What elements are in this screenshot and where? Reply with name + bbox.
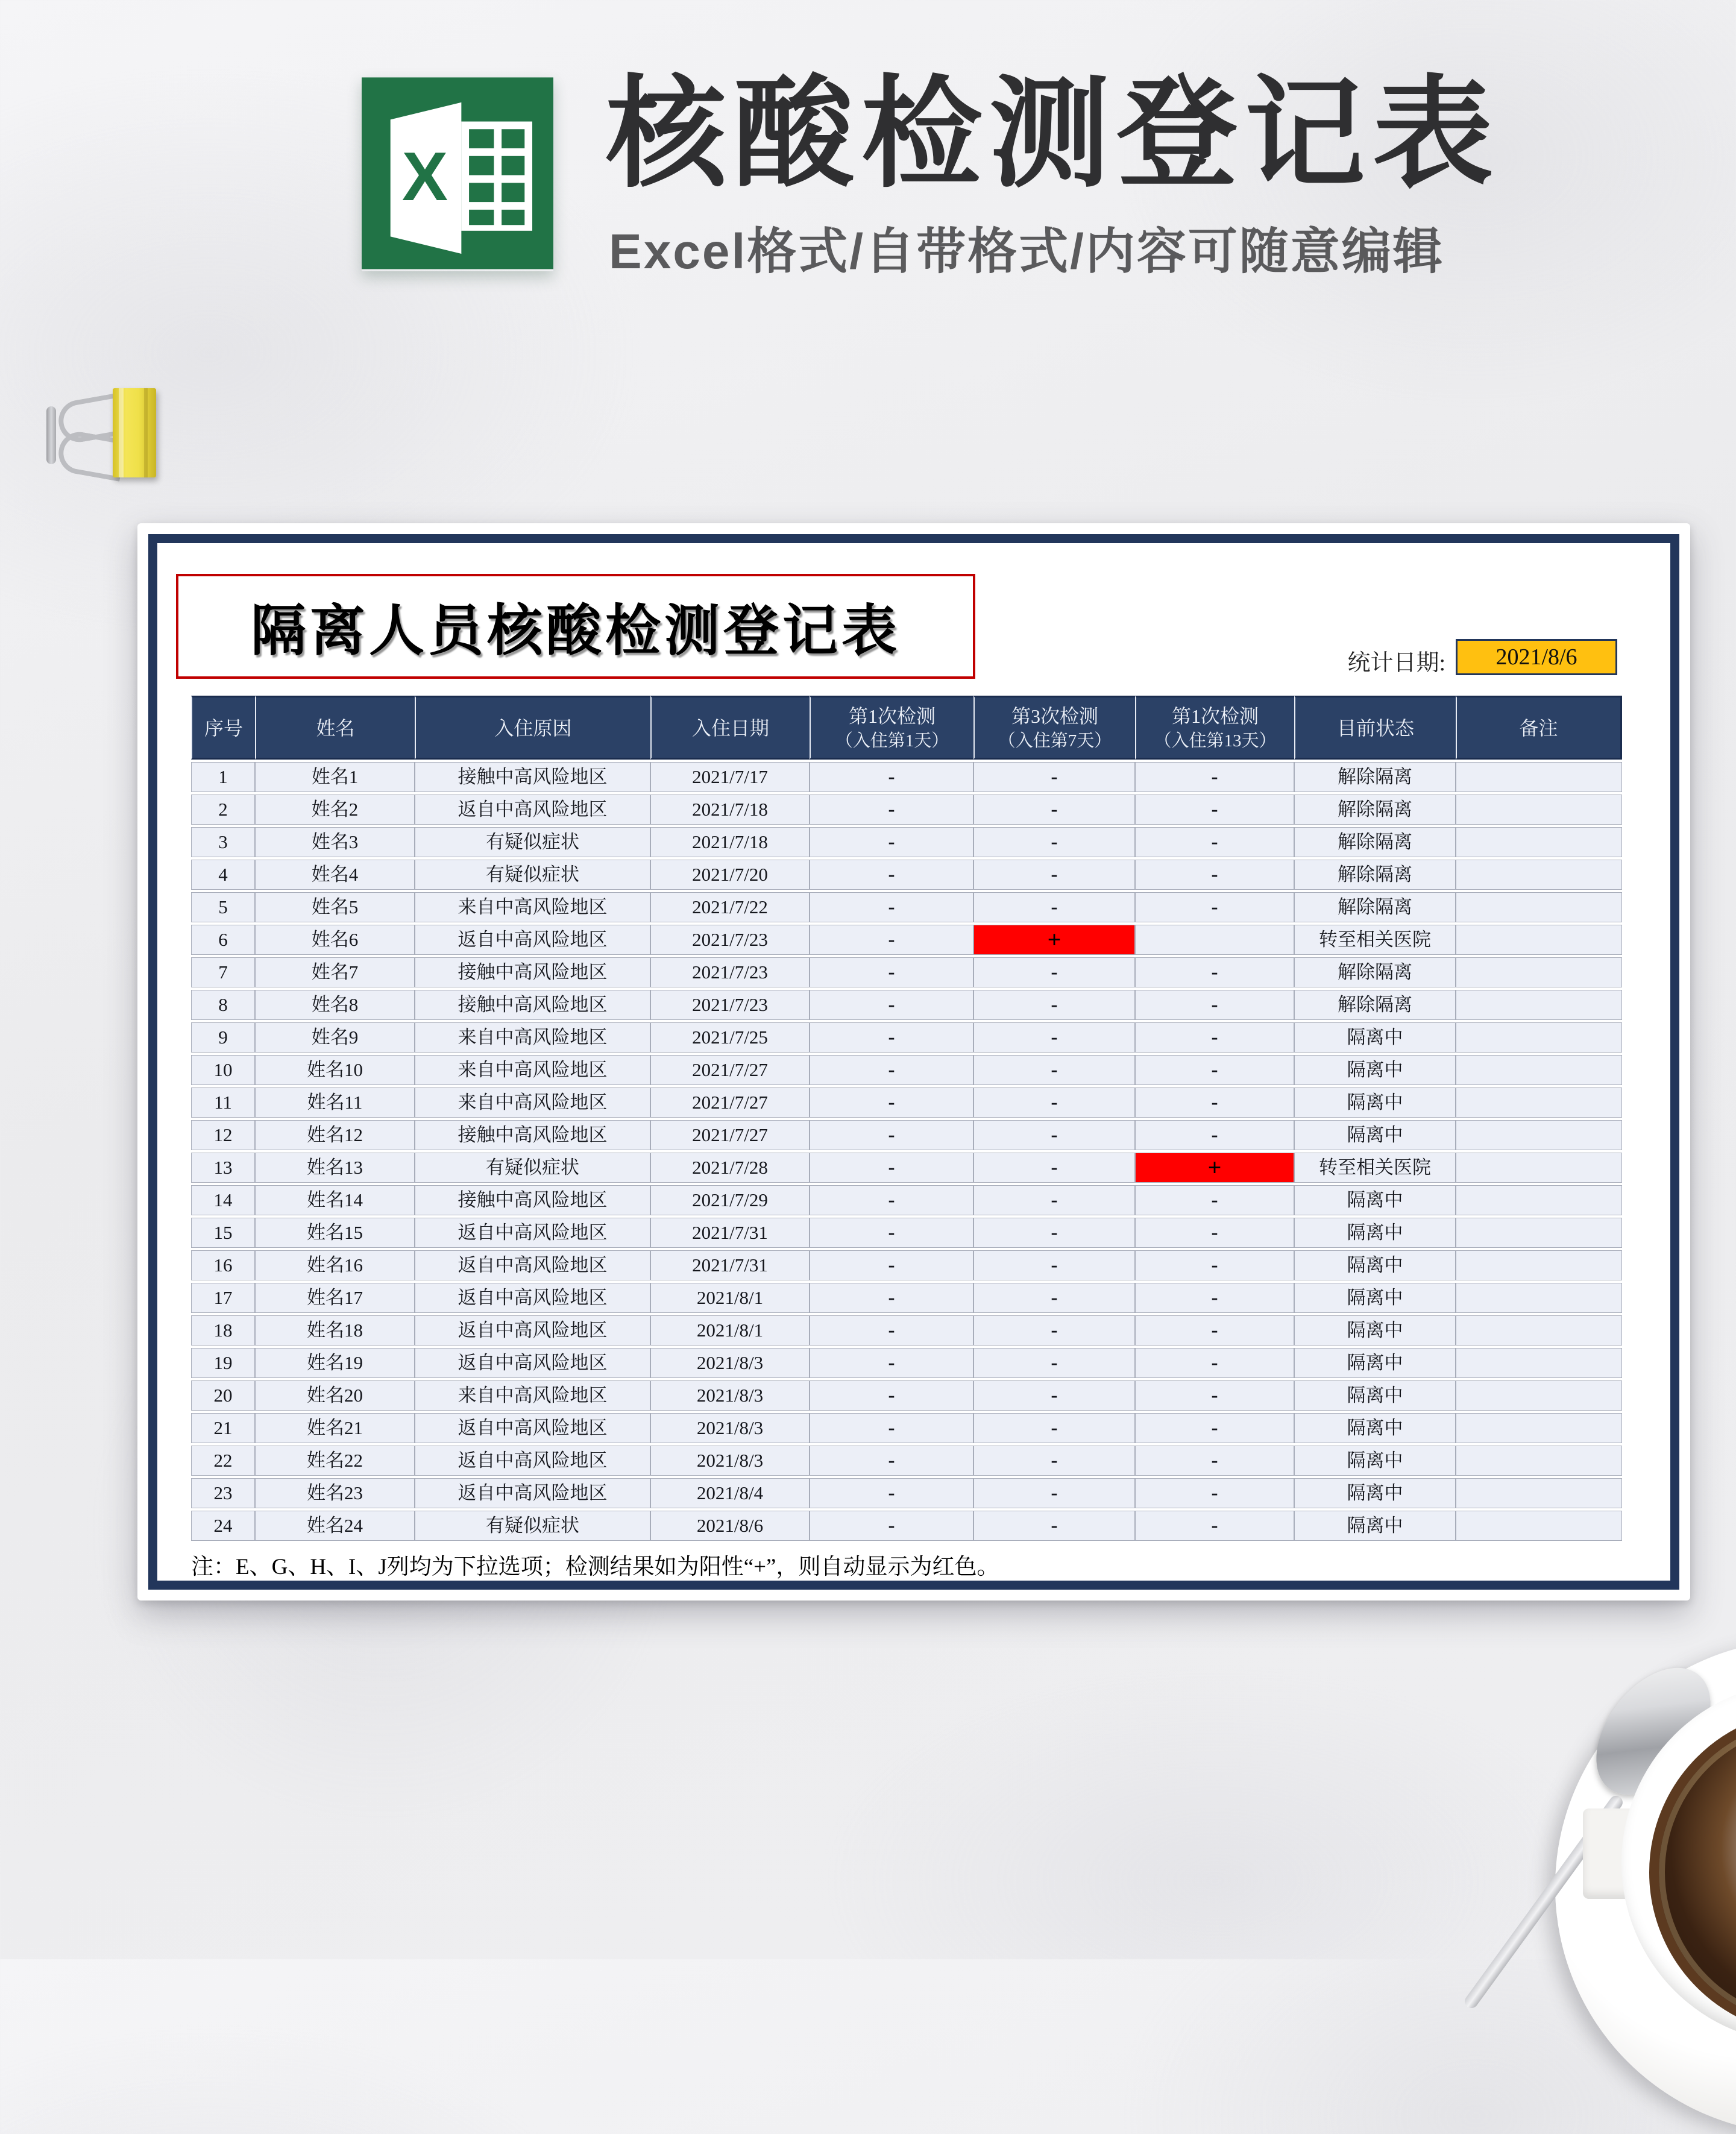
- table-row: [191, 1413, 1622, 1443]
- table-row: [191, 892, 1622, 922]
- cell-status: 转至相关医院: [1294, 1153, 1456, 1183]
- cell-no: 8: [191, 990, 255, 1020]
- cell-status: 解除隔离: [1294, 795, 1456, 825]
- cell-status: 隔离中: [1294, 1055, 1456, 1085]
- cell-test3: -: [1135, 1478, 1294, 1508]
- cell-reason: 返自中高风险地区: [415, 1413, 650, 1443]
- table-row: [191, 795, 1622, 825]
- table-row: [191, 860, 1622, 890]
- cell-test3: -: [1135, 1218, 1294, 1248]
- cell-no: 10: [191, 1055, 255, 1085]
- cell-remark: [1456, 827, 1622, 857]
- cell-status: 隔离中: [1294, 1478, 1456, 1508]
- cell-no: 18: [191, 1315, 255, 1346]
- cell-name: 姓名8: [255, 990, 415, 1020]
- clip-body: [113, 388, 156, 477]
- cell-test3: -: [1135, 795, 1294, 825]
- cell-status: 隔离中: [1294, 1446, 1456, 1476]
- cell-no: 20: [191, 1380, 255, 1411]
- cell-reason: 有疑似症状: [415, 1511, 650, 1541]
- cell-test2: -: [973, 1446, 1135, 1476]
- cell-name: 姓名24: [255, 1511, 415, 1541]
- cell-date: 2021/7/27: [650, 1055, 810, 1085]
- cell-date: 2021/8/3: [650, 1446, 810, 1476]
- sheet-title-box: [176, 574, 975, 679]
- cell-no: 11: [191, 1087, 255, 1118]
- table-row: [191, 1055, 1622, 1085]
- cell-no: 6: [191, 925, 255, 955]
- cell-remark: [1456, 1153, 1622, 1183]
- stats-date-value: 2021/8/6: [1456, 639, 1617, 675]
- cell-test1: -: [810, 1022, 973, 1053]
- cell-name: 姓名21: [255, 1413, 415, 1443]
- cell-reason: 有疑似症状: [415, 860, 650, 890]
- cell-date: 2021/7/31: [650, 1218, 810, 1248]
- cell-no: 9: [191, 1022, 255, 1053]
- cell-test3: -: [1135, 1511, 1294, 1541]
- cell-reason: 有疑似症状: [415, 827, 650, 857]
- cell-date: 2021/7/23: [650, 957, 810, 987]
- cell-remark: [1456, 1413, 1622, 1443]
- cell-test1: -: [810, 892, 973, 922]
- cell-name: 姓名4: [255, 860, 415, 890]
- cell-status: 解除隔离: [1294, 892, 1456, 922]
- cell-reason: 有疑似症状: [415, 1153, 650, 1183]
- cell-test1: -: [810, 1315, 973, 1346]
- cell-test2: -: [973, 892, 1135, 922]
- excel-x-letter: X: [401, 137, 448, 215]
- cell-remark: [1456, 1022, 1622, 1053]
- table-row: [191, 1218, 1622, 1248]
- cell-reason: 来自中高风险地区: [415, 1022, 650, 1053]
- cell-no: 5: [191, 892, 255, 922]
- cell-remark: [1456, 795, 1622, 825]
- cell-name: 姓名16: [255, 1250, 415, 1280]
- table-header-cell: 入住日期: [650, 696, 810, 760]
- table-row: [191, 1511, 1622, 1541]
- cell-name: 姓名15: [255, 1218, 415, 1248]
- cell-reason: 接触中高风险地区: [415, 762, 650, 792]
- cell-test1: -: [810, 1120, 973, 1150]
- cell-test3: -: [1135, 1055, 1294, 1085]
- cell-date: 2021/7/20: [650, 860, 810, 890]
- cell-no: 12: [191, 1120, 255, 1150]
- registration-table: [191, 693, 1622, 1543]
- table-row: [191, 1315, 1622, 1346]
- cell-reason: 返自中高风险地区: [415, 1315, 650, 1346]
- cell-no: 16: [191, 1250, 255, 1280]
- cell-remark: [1456, 1185, 1622, 1215]
- cell-remark: [1456, 1120, 1622, 1150]
- cell-date: 2021/8/6: [650, 1511, 810, 1541]
- table-row: [191, 925, 1622, 955]
- registration-table-wrap: [191, 693, 1622, 1543]
- cell-date: 2021/7/31: [650, 1250, 810, 1280]
- cell-no: 24: [191, 1511, 255, 1541]
- cell-test2: -: [973, 1511, 1135, 1541]
- table-row: [191, 1087, 1622, 1118]
- stats-date-label: 统计日期:: [1347, 650, 1445, 676]
- cell-test1: -: [810, 1511, 973, 1541]
- cell-test2: -: [973, 1348, 1135, 1378]
- cell-name: 姓名23: [255, 1478, 415, 1508]
- cell-test2: -: [973, 1250, 1135, 1280]
- cell-test2: -: [973, 1380, 1135, 1411]
- table-header-cell: 第3次检测 （入住第7天）: [973, 696, 1135, 760]
- cell-test1: -: [810, 1153, 973, 1183]
- cell-remark: [1456, 957, 1622, 987]
- table-body: [191, 762, 1622, 1541]
- cell-test3: -: [1135, 827, 1294, 857]
- cell-name: 姓名7: [255, 957, 415, 987]
- cell-status: 隔离中: [1294, 1348, 1456, 1378]
- cell-date: 2021/7/27: [650, 1120, 810, 1150]
- table-row: [191, 1446, 1622, 1476]
- excel-logo-icon: [362, 77, 553, 271]
- cell-no: 17: [191, 1283, 255, 1313]
- cell-test3: -: [1135, 1120, 1294, 1150]
- table-header-cell: 姓名: [255, 696, 415, 760]
- cell-test2: -: [973, 1022, 1135, 1053]
- cell-date: 2021/8/1: [650, 1283, 810, 1313]
- cell-test2: -: [973, 1218, 1135, 1248]
- clip-wire-handle: [46, 406, 56, 464]
- cell-test2: -: [973, 762, 1135, 792]
- cell-date: 2021/7/23: [650, 990, 810, 1020]
- cell-remark: [1456, 1446, 1622, 1476]
- table-row: [191, 762, 1622, 792]
- cell-date: 2021/7/18: [650, 795, 810, 825]
- cell-test2: -: [973, 1153, 1135, 1183]
- cell-test3: -: [1135, 990, 1294, 1020]
- cell-status: 隔离中: [1294, 1413, 1456, 1443]
- cell-test1: -: [810, 1413, 973, 1443]
- cell-reason: 返自中高风险地区: [415, 795, 650, 825]
- cell-date: 2021/8/3: [650, 1380, 810, 1411]
- cell-remark: [1456, 892, 1622, 922]
- table-row: [191, 957, 1622, 987]
- cell-test1: -: [810, 795, 973, 825]
- cell-remark: [1456, 990, 1622, 1020]
- cell-test1: -: [810, 1185, 973, 1215]
- cell-remark: [1456, 925, 1622, 955]
- cell-test3: [1135, 925, 1294, 955]
- cell-date: 2021/7/25: [650, 1022, 810, 1053]
- cell-no: 14: [191, 1185, 255, 1215]
- cell-name: 姓名22: [255, 1446, 415, 1476]
- cell-status: 隔离中: [1294, 1022, 1456, 1053]
- cell-test1: -: [810, 990, 973, 1020]
- table-header-cell: 目前状态: [1294, 696, 1456, 760]
- table-row: [191, 1478, 1622, 1508]
- cell-test2: -: [973, 827, 1135, 857]
- cell-test2: -: [973, 795, 1135, 825]
- cell-status: 隔离中: [1294, 1511, 1456, 1541]
- cell-name: 姓名12: [255, 1120, 415, 1150]
- cell-test3: -: [1135, 1348, 1294, 1378]
- cell-reason: 来自中高风险地区: [415, 1087, 650, 1118]
- page-subtitle: Excel格式/自带格式/内容可随意编辑: [609, 224, 1444, 279]
- cell-remark: [1456, 1283, 1622, 1313]
- table-row: [191, 990, 1622, 1020]
- cell-date: 2021/7/27: [650, 1087, 810, 1118]
- cell-test2: -: [973, 1055, 1135, 1085]
- cell-reason: 接触中高风险地区: [415, 1120, 650, 1150]
- cell-status: 解除隔离: [1294, 990, 1456, 1020]
- cell-remark: [1456, 1218, 1622, 1248]
- cell-test1: -: [810, 1348, 973, 1378]
- cell-name: 姓名17: [255, 1283, 415, 1313]
- cell-no: 15: [191, 1218, 255, 1248]
- coffee-cup-decoration: [1531, 1628, 1736, 2050]
- cell-no: 13: [191, 1153, 255, 1183]
- cell-status: 解除隔离: [1294, 762, 1456, 792]
- table-row: [191, 1153, 1622, 1183]
- cell-name: 姓名2: [255, 795, 415, 825]
- cell-test1: -: [810, 1446, 973, 1476]
- cell-remark: [1456, 1511, 1622, 1541]
- footnote: 注：E、G、H、I、J列均为下拉选项；检测结果如为阳性“+”，则自动显示为红色。: [191, 1555, 999, 1579]
- table-row: [191, 1283, 1622, 1313]
- cell-no: 1: [191, 762, 255, 792]
- cell-name: 姓名5: [255, 892, 415, 922]
- cell-test1: -: [810, 827, 973, 857]
- cell-test2: -: [973, 1087, 1135, 1118]
- spreadsheet-card: [137, 523, 1690, 1600]
- cell-test3: -: [1135, 1413, 1294, 1443]
- cell-status: 解除隔离: [1294, 827, 1456, 857]
- cell-remark: [1456, 1055, 1622, 1085]
- table-row: [191, 1185, 1622, 1215]
- cell-name: 姓名18: [255, 1315, 415, 1346]
- cell-test2: -: [973, 1478, 1135, 1508]
- cell-remark: [1456, 1478, 1622, 1508]
- cell-test1: -: [810, 860, 973, 890]
- cell-no: 21: [191, 1413, 255, 1443]
- binder-clip-decoration: [33, 373, 184, 493]
- cell-reason: 返自中高风险地区: [415, 925, 650, 955]
- cell-test2: -: [973, 1413, 1135, 1443]
- cell-remark: [1456, 1250, 1622, 1280]
- table-row: [191, 1120, 1622, 1150]
- cell-no: 4: [191, 860, 255, 890]
- cell-reason: 接触中高风险地区: [415, 957, 650, 987]
- cell-status: 隔离中: [1294, 1250, 1456, 1280]
- cell-test3: -: [1135, 1380, 1294, 1411]
- cell-date: 2021/8/1: [650, 1315, 810, 1346]
- sheet-title: 隔离人员核酸检测登记表: [250, 600, 901, 662]
- cell-date: 2021/7/22: [650, 892, 810, 922]
- cell-date: 2021/7/28: [650, 1153, 810, 1183]
- cell-remark: [1456, 860, 1622, 890]
- cell-date: 2021/7/29: [650, 1185, 810, 1215]
- cell-test1: -: [810, 1087, 973, 1118]
- table-header-cell: 序号: [191, 696, 255, 760]
- cell-remark: [1456, 1380, 1622, 1411]
- cell-name: 姓名14: [255, 1185, 415, 1215]
- cell-test1: -: [810, 1283, 973, 1313]
- cell-test2: -: [973, 957, 1135, 987]
- cell-test2: -: [973, 860, 1135, 890]
- cell-no: 22: [191, 1446, 255, 1476]
- cell-no: 19: [191, 1348, 255, 1378]
- cell-test2: -: [973, 1120, 1135, 1150]
- cell-reason: 返自中高风险地区: [415, 1283, 650, 1313]
- cell-test3: -: [1135, 1250, 1294, 1280]
- cell-test3: -: [1135, 1185, 1294, 1215]
- cell-date: 2021/8/3: [650, 1348, 810, 1378]
- cell-test1: -: [810, 1380, 973, 1411]
- table-header-cell: 第1次检测 （入住第1天）: [810, 696, 973, 760]
- cell-status: 隔离中: [1294, 1283, 1456, 1313]
- cell-no: 2: [191, 795, 255, 825]
- cell-test1: -: [810, 1250, 973, 1280]
- cell-test1: -: [810, 1055, 973, 1085]
- table-row: [191, 1250, 1622, 1280]
- table-header-cell: 备注: [1456, 696, 1622, 760]
- cell-status: 隔离中: [1294, 1087, 1456, 1118]
- cell-test2: +: [973, 925, 1135, 955]
- cell-test1: -: [810, 1478, 973, 1508]
- cell-test2: -: [973, 1185, 1135, 1215]
- cell-test3: -: [1135, 1022, 1294, 1053]
- cell-reason: 返自中高风险地区: [415, 1218, 650, 1248]
- cell-test3: -: [1135, 957, 1294, 987]
- cell-status: 解除隔离: [1294, 957, 1456, 987]
- cell-test3: -: [1135, 762, 1294, 792]
- cell-reason: 返自中高风险地区: [415, 1446, 650, 1476]
- cell-status: 转至相关医院: [1294, 925, 1456, 955]
- table-header-cell: 第1次检测 （入住第13天）: [1135, 696, 1294, 760]
- cell-test2: -: [973, 1315, 1135, 1346]
- cell-no: 23: [191, 1478, 255, 1508]
- cell-name: 姓名20: [255, 1380, 415, 1411]
- cell-date: 2021/7/18: [650, 827, 810, 857]
- cell-test1: -: [810, 1218, 973, 1248]
- cell-remark: [1456, 1348, 1622, 1378]
- cell-test1: -: [810, 957, 973, 987]
- cell-status: 隔离中: [1294, 1315, 1456, 1346]
- cell-reason: 来自中高风险地区: [415, 1055, 650, 1085]
- cell-remark: [1456, 1315, 1622, 1346]
- cell-reason: 来自中高风险地区: [415, 1380, 650, 1411]
- table-row: [191, 1348, 1622, 1378]
- cell-remark: [1456, 1087, 1622, 1118]
- cell-test2: -: [973, 990, 1135, 1020]
- cell-reason: 返自中高风险地区: [415, 1348, 650, 1378]
- cell-status: 隔离中: [1294, 1380, 1456, 1411]
- cell-test3: -: [1135, 860, 1294, 890]
- cell-date: 2021/7/23: [650, 925, 810, 955]
- cell-date: 2021/7/17: [650, 762, 810, 792]
- cell-no: 3: [191, 827, 255, 857]
- cell-name: 姓名13: [255, 1153, 415, 1183]
- cell-reason: 来自中高风险地区: [415, 892, 650, 922]
- cell-test3: -: [1135, 1446, 1294, 1476]
- cell-name: 姓名11: [255, 1087, 415, 1118]
- cell-reason: 接触中高风险地区: [415, 990, 650, 1020]
- cell-no: 7: [191, 957, 255, 987]
- table-header-row: [191, 696, 1622, 760]
- cell-status: 解除隔离: [1294, 860, 1456, 890]
- cell-name: 姓名19: [255, 1348, 415, 1378]
- cell-date: 2021/8/4: [650, 1478, 810, 1508]
- cell-status: 隔离中: [1294, 1185, 1456, 1215]
- table-row: [191, 827, 1622, 857]
- cell-test3: -: [1135, 1087, 1294, 1118]
- table-header-cell: 入住原因: [415, 696, 650, 760]
- cell-test3: -: [1135, 892, 1294, 922]
- cell-test1: -: [810, 925, 973, 955]
- cell-name: 姓名9: [255, 1022, 415, 1053]
- page-title: 核酸检测登记表: [606, 67, 1501, 201]
- cell-name: 姓名1: [255, 762, 415, 792]
- cell-test3: +: [1135, 1153, 1294, 1183]
- table-row: [191, 1380, 1622, 1411]
- cell-status: 隔离中: [1294, 1218, 1456, 1248]
- cell-reason: 返自中高风险地区: [415, 1478, 650, 1508]
- cell-name: 姓名6: [255, 925, 415, 955]
- cell-date: 2021/8/3: [650, 1413, 810, 1443]
- cell-status: 隔离中: [1294, 1120, 1456, 1150]
- cell-test2: -: [973, 1283, 1135, 1313]
- cell-name: 姓名10: [255, 1055, 415, 1085]
- cell-test3: -: [1135, 1283, 1294, 1313]
- cell-reason: 返自中高风险地区: [415, 1250, 650, 1280]
- cell-name: 姓名3: [255, 827, 415, 857]
- cell-reason: 接触中高风险地区: [415, 1185, 650, 1215]
- cell-test3: -: [1135, 1315, 1294, 1346]
- cell-test1: -: [810, 762, 973, 792]
- table-row: [191, 1022, 1622, 1053]
- cell-remark: [1456, 762, 1622, 792]
